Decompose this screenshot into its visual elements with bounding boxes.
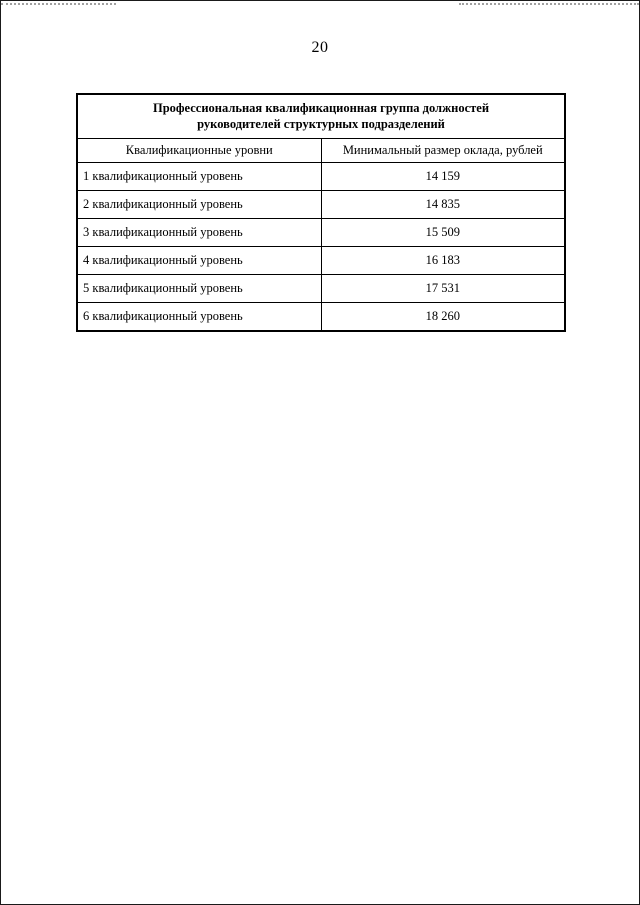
salary-cell: 15 509 — [321, 218, 565, 246]
salary-cell: 16 183 — [321, 246, 565, 274]
table-row — [77, 246, 565, 274]
table-title-line1: Профессиональная квалификационная группа должностей — [152, 101, 490, 115]
salary-table — [76, 93, 566, 332]
table-row — [77, 190, 565, 218]
level-cell: 6 квалификационный уровень — [77, 302, 321, 331]
scan-artifact-top-right — [459, 3, 639, 5]
table-title-row — [77, 94, 565, 138]
table-header-row — [77, 138, 565, 162]
table-title-line2: руководителей структурных подразделений — [197, 117, 445, 132]
scan-artifact-top-left — [1, 3, 116, 5]
level-cell: 4 квалификационный уровень — [77, 246, 321, 274]
table-row — [77, 162, 565, 190]
salary-cell: 18 260 — [321, 302, 565, 331]
table-row — [77, 274, 565, 302]
level-cell: 1 квалификационный уровень — [77, 162, 321, 190]
column-header-level: Квалификационные уровни — [77, 138, 321, 162]
salary-cell: 17 531 — [321, 274, 565, 302]
salary-cell: 14 159 — [321, 162, 565, 190]
page-number: 20 — [311, 39, 329, 56]
level-cell: 3 квалификационный уровень — [77, 218, 321, 246]
salary-cell: 14 835 — [321, 190, 565, 218]
table-title — [77, 94, 565, 138]
level-cell: 2 квалификационный уровень — [77, 190, 321, 218]
column-header-salary: Минимальный размер оклада, рублей — [321, 138, 565, 162]
table-row — [77, 218, 565, 246]
level-cell: 5 квалификационный уровень — [77, 274, 321, 302]
table-row — [77, 302, 565, 331]
